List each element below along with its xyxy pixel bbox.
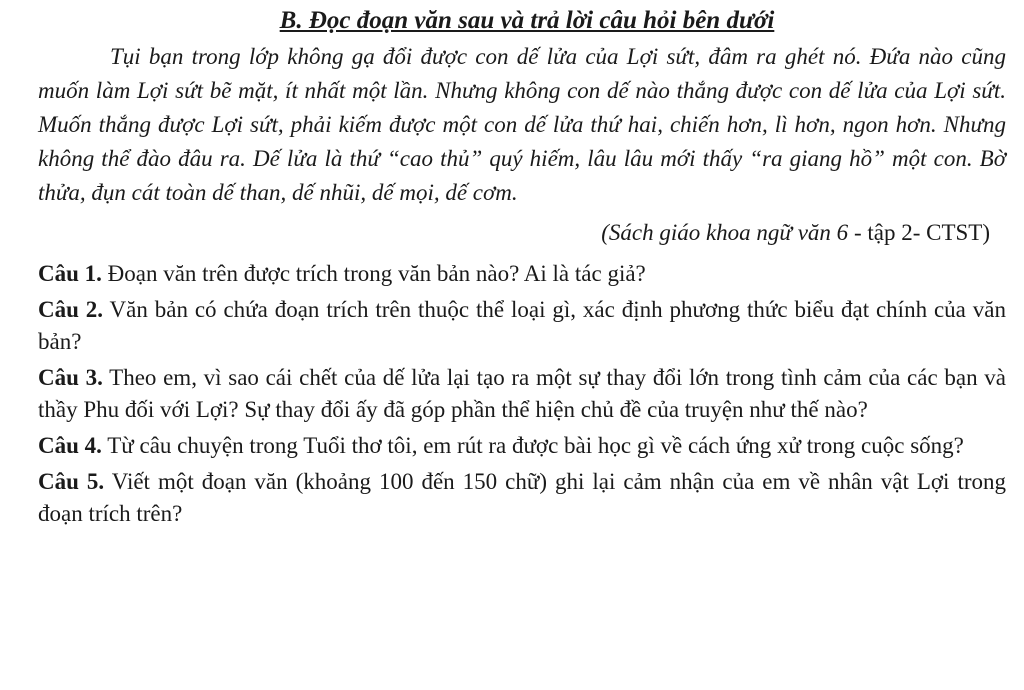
question-label: Câu 4. xyxy=(38,433,102,458)
question-5 xyxy=(38,466,1006,530)
question-label: Câu 5. xyxy=(38,469,105,494)
question-label: Câu 3. xyxy=(38,365,103,390)
question-text: Từ câu chuyện trong Tuổi thơ tôi, em rút ra được bài học gì về cách ứng xử trong cuộc sống? xyxy=(101,433,964,458)
question-text: Theo em, vì sao cái chết của dế lửa lại tạo ra một sự thay đổi lớn trong tình cảm của các bạn và thầy Phu đối với Lợi? Sự thay đổi ấy đã góp phần thể hiện chủ đề của truyện như thế nào? xyxy=(38,365,1006,422)
question-text: Văn bản có chứa đoạn trích trên thuộc thể loại gì, xác định phương thức biểu đạt chính của văn bản? xyxy=(38,297,1006,354)
question-label: Câu 2. xyxy=(38,297,104,322)
question-3 xyxy=(38,362,1006,426)
question-text: Đoạn văn trên được trích trong văn bản nào? Ai là tác giả? xyxy=(101,261,646,286)
question-text: Viết một đoạn văn (khoảng 100 đến 150 chữ) ghi lại cảm nhận của em về nhân vật Lợi trong đoạn trích trên? xyxy=(38,469,1006,526)
question-4 xyxy=(38,430,1006,462)
question-2 xyxy=(38,294,1006,358)
source-citation-book: (Sách giáo khoa ngữ văn 6 xyxy=(601,220,849,245)
source-citation xyxy=(38,216,990,250)
reading-passage: Tụi bạn trong lớp không gạ đổi được con dế lửa của Lợi sứt, đâm ra ghét nó. Đứa nào cũng muốn làm Lợi sứt bẽ mặt, ít nhất một lần. Nhưng không con dế nào thắng được con dế lửa của Lợi sứt. Muốn thắng được Lợi sứt, phải kiếm được một con dế lửa thứ hai, chiến hơn, lì hơn, ngon hơn. Nhưng không thể đào đâu ra. Dế lửa là thứ “cao thủ” quý hiếm, lâu lâu mới thấy “ra giang hồ” một con. Bờ thửa, đụn cát toàn dế than, dế nhũi, dế mọi, dế cơm. xyxy=(38,44,1006,205)
source-citation-volume: - tập 2- CTST) xyxy=(848,220,990,245)
question-1 xyxy=(38,258,1006,290)
question-label: Câu 1. xyxy=(38,261,102,286)
section-heading: B. Đọc đoạn văn sau và trả lời câu hỏi bên dưới xyxy=(279,7,775,34)
